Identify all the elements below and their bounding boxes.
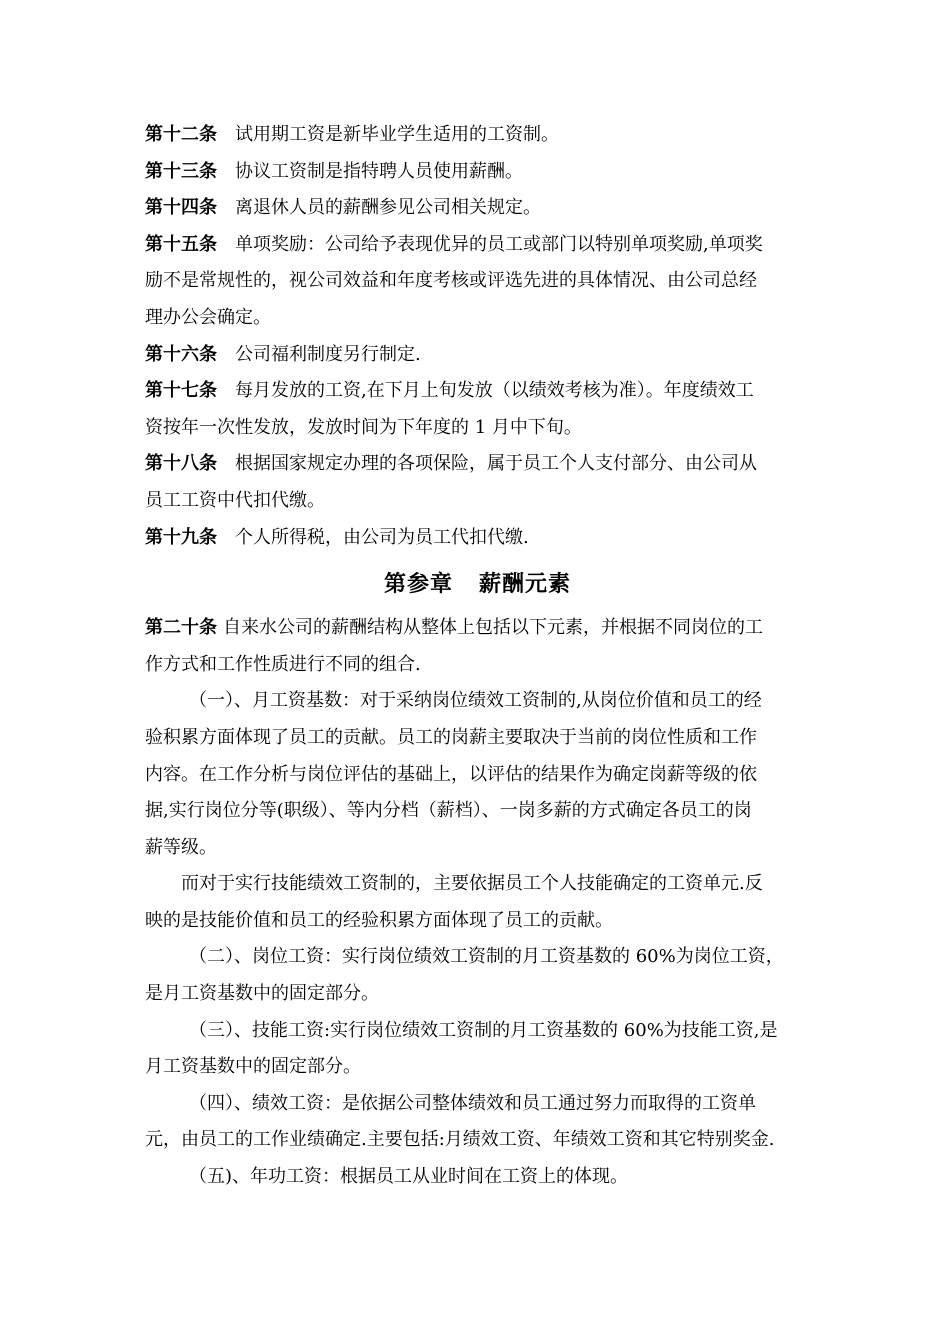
article-label: 第十四条 [145, 197, 217, 219]
article-text: 离退休人员的薪酬参见公司相关规定。 [235, 197, 541, 219]
paragraph-line: 验积累方面体现了员工的贡献。员工的岗薪主要取决于当前的岗位性质和工作 [145, 726, 757, 748]
article-text: 个人所得税，由公司为员工代扣代缴. [235, 526, 529, 548]
article-label: 第二十条 [145, 617, 217, 639]
article-label: 第十九条 [145, 526, 217, 548]
article-text: 每月发放的工资,在下月上旬发放（以绩效考核为准）。年度绩效工 [235, 380, 754, 402]
article-text: 试用期工资是新毕业学生适用的工资制。 [235, 124, 559, 145]
article-text: 励不是常规性的，视公司效益和年度考核或评选先进的具体情况、由公司总经 [145, 270, 757, 292]
paragraph-line: （四）、绩效工资：是依据公司整体绩效和员工通过努力而取得的工资单 [189, 1092, 756, 1114]
article-12 [145, 117, 810, 154]
article-18 [145, 446, 810, 519]
paragraph-line: 内容。在工作分析与岗位评估的基础上，以评估的结果作为确定岗薪等级的依 [145, 763, 757, 785]
paragraph-line: 是月工资基数中的固定部分。 [145, 983, 379, 1005]
chapter-title [145, 562, 810, 608]
article-text: 公司福利制度另行制定. [235, 343, 421, 365]
paragraph-line: （五)、年功工资：根据员工从业时间在工资上的体现。 [189, 1166, 629, 1188]
paragraph-performance-wage [145, 1086, 810, 1159]
article-label: 第十三条 [145, 160, 217, 182]
article-text: 资按年一次性发放，发放时间为下年度的 1 月中下旬。 [145, 416, 582, 438]
paragraph-skill-wage [145, 1013, 810, 1086]
article-17 [145, 373, 810, 446]
paragraph-line: （三）、技能工资:实行岗位绩效工资制的月工资基数的 60%为技能工资,是 [189, 1019, 778, 1041]
article-text: 根据国家规定办理的各项保险，属于员工个人支付部分、由公司从 [235, 453, 757, 475]
article-text: 单项奖励：公司给予表现优异的员工或部门以特别单项奖励,单项奖 [235, 233, 763, 255]
paragraph-seniority-wage [145, 1159, 810, 1196]
paragraph-skill-system [145, 866, 810, 939]
article-16 [145, 337, 810, 374]
document-body [145, 117, 810, 1196]
article-20 [145, 610, 810, 683]
paragraph-line: 元，由员工的工作业绩确定.主要包括:月绩效工资、年绩效工资和其它特别奖金. [145, 1129, 775, 1151]
article-13 [145, 154, 810, 191]
article-text: 员工工资中代扣代缴。 [145, 489, 325, 511]
article-text: 自来水公司的薪酬结构从整体上包括以下元素，并根据不同岗位的工 [223, 617, 763, 639]
article-text: 作方式和工作性质进行不同的组合. [145, 653, 421, 675]
paragraph-line: 薪等级。 [145, 836, 217, 858]
article-15 [145, 227, 810, 337]
paragraph-line: 月工资基数中的固定部分。 [145, 1056, 361, 1078]
article-14 [145, 190, 810, 227]
article-label: 第十五条 [145, 233, 217, 255]
article-label: 第十二条 [145, 124, 217, 145]
paragraph-line: 据,实行岗位分等(职级）、等内分档（薪档）、一岗多薪的方式确定各员工的岗 [145, 800, 752, 822]
paragraph-monthly-base [145, 683, 810, 866]
paragraph-line: 而对于实行技能绩效工资制的，主要依据员工个人技能确定的工资单元.反 [181, 873, 763, 895]
paragraph-position-wage [145, 939, 810, 1012]
article-text: 协议工资制是指特聘人员使用薪酬。 [235, 160, 523, 182]
paragraph-line: （二）、岗位工资：实行岗位绩效工资制的月工资基数的 60%为岗位工资， [189, 946, 784, 968]
article-19 [145, 520, 810, 557]
article-label: 第十七条 [145, 380, 217, 402]
paragraph-line: 映的是技能价值和员工的经验积累方面体现了员工的贡献。 [145, 909, 613, 931]
article-label: 第十八条 [145, 453, 217, 475]
paragraph-line: （一）、月工资基数：对于采纳岗位绩效工资制的,从岗位价值和员工的经 [189, 690, 762, 712]
article-text: 理办公会确定。 [145, 306, 271, 328]
chapter-name: 薪酬元素 [479, 572, 572, 598]
article-label: 第十六条 [145, 343, 217, 365]
chapter-number: 第参章 [383, 572, 453, 598]
